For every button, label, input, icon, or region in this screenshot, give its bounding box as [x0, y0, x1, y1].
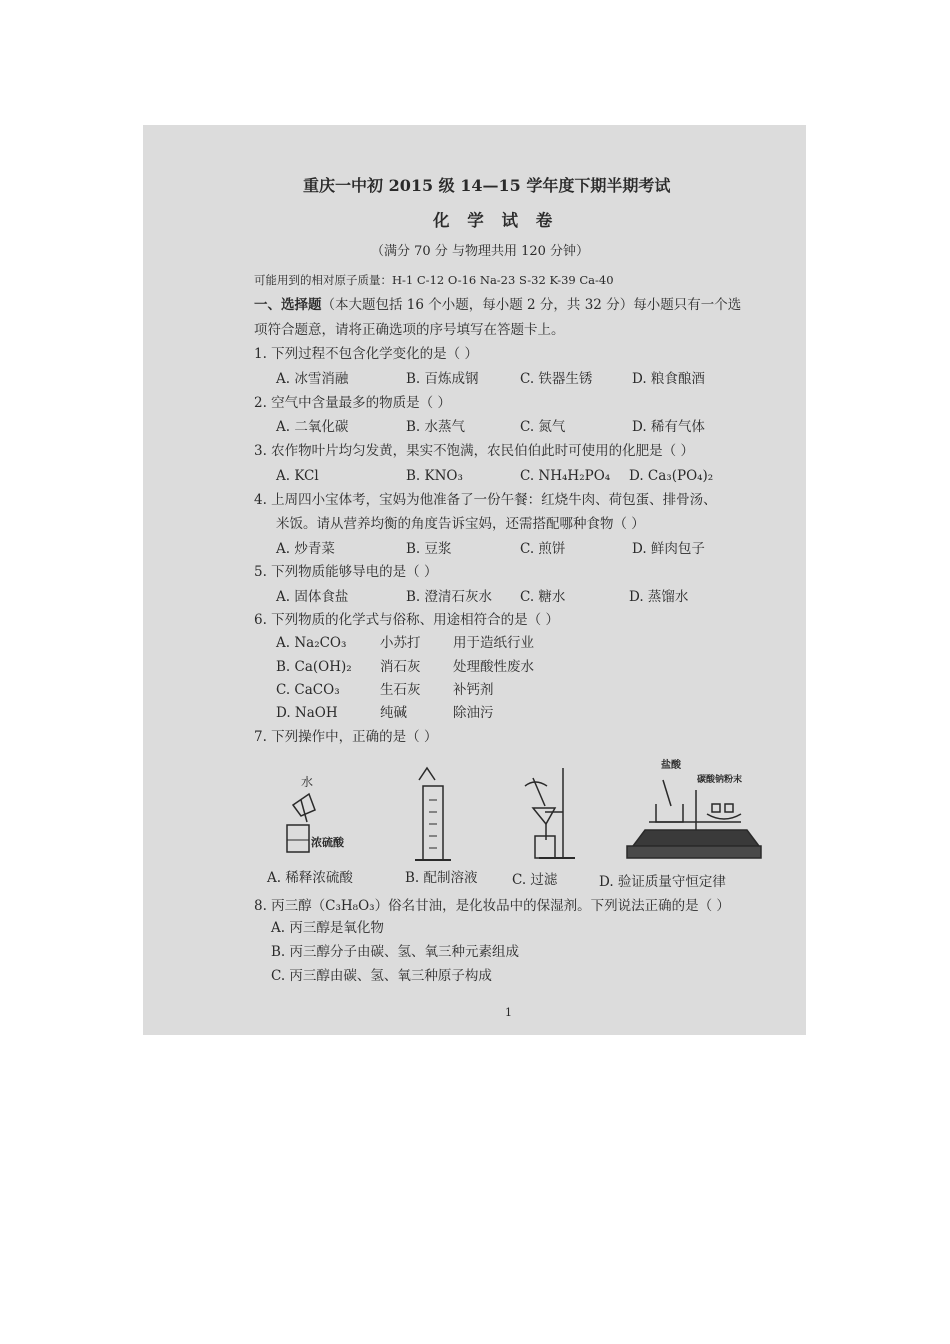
q7-option-b: B. 配制溶液 [405, 870, 478, 886]
q6-row-a-formula: A. Na₂CO₃ [276, 635, 347, 651]
section-instructions: （本大题包括 16 个小题，每小题 2 分，共 32 分）每小题只有一个选 [321, 297, 742, 313]
figure-dilute-acid [287, 774, 345, 852]
q7-figures [263, 750, 763, 870]
figure-graduated-cylinder [415, 768, 451, 860]
atomic-masses: 可能用到的相对原子质量：H-1 C-12 O-16 Na-23 S-32 K-39 Ca-40 [254, 273, 614, 287]
q6-row-d-formula: D. NaOH [276, 705, 338, 721]
q2-option-d: D. 稀有气体 [632, 419, 705, 435]
exam-subtitle: 化 学 试 卷 [433, 211, 559, 230]
q7-option-a: A. 稀释浓硫酸 [267, 870, 353, 886]
q2-option-c: C. 氮气 [520, 419, 566, 435]
q1-option-d: D. 粮食酿酒 [632, 371, 705, 387]
q6-row-c-formula: C. CaCO₃ [276, 682, 340, 698]
q8-stem: 8. 丙三醇（C₃H₈O₃）俗名甘油，是化妆品中的保湿剂。下列说法正确的是（ ） [254, 898, 730, 914]
q4-option-c: C. 煎饼 [520, 541, 566, 557]
q6-row-d-name: 纯碱 [380, 705, 407, 721]
q5-option-d: D. 蒸馏水 [629, 589, 689, 605]
exam-photo [143, 125, 806, 1035]
q5-stem: 5. 下列物质能够导电的是（ ） [254, 564, 438, 580]
q4-option-a: A. 炒青菜 [276, 541, 335, 557]
q6-stem: 6. 下列物质的化学式与俗称、用途相符合的是（ ） [254, 612, 559, 628]
q3-option-b: B. KNO₃ [406, 468, 463, 484]
q6-row-c-name: 生石灰 [380, 682, 421, 698]
q8-option-b: B. 丙三醇分子由碳、氢、氧三种元素组成 [271, 944, 520, 960]
q1-option-c: C. 铁器生锈 [520, 371, 593, 387]
q6-row-b-name: 消石灰 [380, 659, 421, 675]
exam-title: 重庆一中初 2015 级 14—15 学年度下期半期考试 [303, 176, 671, 195]
q3-option-d: D. Ca₃(PO₄)₂ [629, 468, 714, 484]
q6-row-b-use: 处理酸性废水 [453, 659, 534, 675]
q7-option-d: D. 验证质量守恒定律 [599, 874, 726, 890]
page-number: 1 [505, 1006, 512, 1019]
q7-option-c: C. 过滤 [512, 872, 558, 888]
q5-option-a: A. 固体食盐 [276, 589, 349, 605]
q2-stem: 2. 空气中含量最多的物质是（ ） [254, 395, 451, 411]
fig-label-acid: 浓硫酸 [311, 836, 344, 849]
q5-option-b: B. 澄清石灰水 [406, 589, 493, 605]
section-heading-line2: 项符合题意，请将正确选项的序号填写在答题卡上。 [254, 322, 565, 338]
q8-option-a: A. 丙三醇是氧化物 [271, 920, 384, 936]
q2-option-b: B. 水蒸气 [406, 419, 466, 435]
fig-label-hcl: 盐酸 [661, 760, 681, 771]
q4-option-b: B. 豆浆 [406, 541, 452, 557]
q6-row-b-formula: B. Ca(OH)₂ [276, 659, 352, 675]
q3-option-a: A. KCl [276, 468, 319, 484]
q4-stem-line2: 米饭。请从营养均衡的角度告诉宝妈，还需搭配哪种食物（ ） [276, 516, 645, 532]
section-label: 一、选择题 [254, 297, 322, 313]
q7-stem: 7. 下列操作中，正确的是（ ） [254, 729, 438, 745]
q5-option-c: C. 糖水 [520, 589, 566, 605]
q3-stem: 3. 农作物叶片均匀发黄，果实不饱满，农民伯伯此时可使用的化肥是（ ） [254, 443, 694, 459]
figure-filtration [525, 768, 575, 858]
fig-label-na2co3: 碳酸钠粉末 [697, 775, 743, 785]
fig-label-water: 水 [301, 775, 314, 789]
q4-stem-line1: 4. 上周四小宝体考，宝妈为他准备了一份午餐：红烧牛肉、荷包蛋、排骨汤、 [254, 492, 717, 508]
q8-option-c: C. 丙三醇由碳、氢、氧三种原子构成 [271, 968, 492, 984]
section-heading-line1 [254, 299, 741, 313]
q6-row-a-use: 用于造纸行业 [453, 635, 534, 651]
exam-info: （满分 70 分 与物理共用 120 分钟） [371, 244, 590, 259]
q2-option-a: A. 二氧化碳 [276, 419, 349, 435]
q1-option-b: B. 百炼成钢 [406, 371, 479, 387]
figure-balance [627, 758, 761, 858]
q6-row-d-use: 除油污 [453, 705, 494, 721]
q1-stem: 1. 下列过程不包含化学变化的是（ ） [254, 346, 478, 362]
q4-option-d: D. 鲜肉包子 [632, 541, 705, 557]
q6-row-c-use: 补钙剂 [453, 682, 494, 698]
q3-option-c: C. NH₄H₂PO₄ [520, 468, 611, 484]
q6-row-a-name: 小苏打 [380, 635, 421, 651]
q1-option-a: A. 冰雪消融 [276, 371, 349, 387]
